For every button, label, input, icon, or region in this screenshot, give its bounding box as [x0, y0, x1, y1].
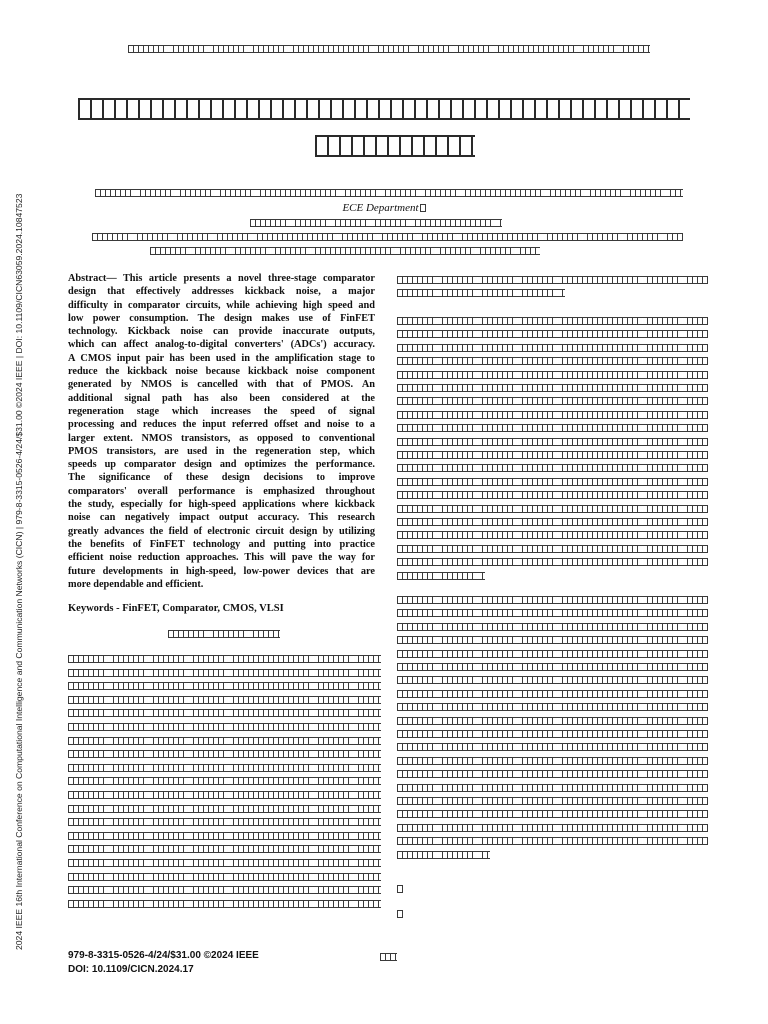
garbled-text-line: [397, 676, 708, 684]
garbled-text-line: [397, 491, 708, 499]
garbled-text-line: [68, 696, 381, 704]
garbled-text-line: [68, 709, 381, 717]
garbled-text-line: [95, 189, 683, 197]
garbled-text-line: [250, 219, 502, 227]
garbled-text-line: [397, 384, 708, 392]
garbled-text-line: [68, 750, 381, 758]
garbled-text-line: [397, 784, 708, 792]
abstract-line: which can affect analog-to-digital converters' (ADCs') accuracy.: [68, 339, 375, 351]
abstract-line: efficient noise reduction approaches. This will pave the way for: [68, 552, 375, 564]
garbled-text-line: [68, 900, 381, 908]
garbled-text-line: [68, 818, 381, 826]
affiliation-department: ECE Department: [342, 202, 419, 214]
footer-doi: DOI: 10.1109/CICN.2024.17: [68, 964, 194, 975]
garbled-text-line: [315, 135, 475, 157]
garbled-text-line: [397, 797, 708, 805]
garbled-text-line: [397, 743, 708, 751]
side-banner: 2024 IEEE 16th International Conference on Computational Intelligence and Communication Networks (CICN) | 979-8-3315-0526-4/24/$31.00 ©2024 IEEE | DOI: 10.1109/CICN63059.2024.10847523: [14, 193, 24, 950]
garbled-text-line: [397, 289, 565, 297]
garbled-text-line: [397, 545, 708, 553]
garbled-text-line: [397, 558, 708, 566]
garbled-text-line: [397, 609, 708, 617]
abstract-line: processing and reduces the input referred offset and noise to a: [68, 419, 375, 431]
abstract-line: speeds up comparator design and optimizes the performance.: [68, 459, 375, 471]
abstract-line: more dependable and efficient.: [68, 578, 204, 590]
garbled-text-line: [68, 777, 381, 785]
abstract-line: greatly advances the field of electronic circuit design by utilizing: [68, 525, 375, 537]
garbled-text-line: [397, 276, 708, 284]
garbled-text-line: [68, 886, 381, 894]
garbled-text-line: [397, 438, 708, 446]
abstract-line: noise can negatively impact output accuracy. This research: [68, 512, 375, 524]
abstract-line: additional signal path has also been considered at the: [68, 392, 375, 404]
abstract-line: the benefits of FinFET technology and putting into practice: [68, 538, 375, 550]
keywords: Keywords - FinFET, Comparator, CMOS, VLSI: [68, 603, 284, 614]
garbled-text-line: [78, 98, 690, 120]
garbled-text-line: [397, 397, 708, 405]
garbled-text-line: [397, 424, 708, 432]
garbled-text-line: [397, 451, 708, 459]
garbled-text-line: [397, 650, 708, 658]
abstract-line: generated by NMOS is cancelled with that of PMOS. An: [68, 379, 375, 391]
garbled-text-line: [397, 636, 708, 644]
garbled-text-line: [397, 703, 708, 711]
abstract-line: design that effectively addresses kickback noise, a major: [68, 286, 375, 298]
garbled-text-line: [397, 317, 708, 325]
garbled-text-line: [397, 690, 708, 698]
garbled-text-line: [397, 572, 485, 580]
garbled-text-line: [397, 730, 708, 738]
garbled-text-line: [397, 531, 708, 539]
garbled-text-line: [68, 845, 381, 853]
garbled-text-line: [397, 663, 708, 671]
garbled-text-line: [397, 464, 708, 472]
garbled-text-line: [68, 859, 381, 867]
garbled-text-line: [397, 824, 708, 832]
garbled-text-line: [168, 630, 280, 638]
abstract-line: low power consumption. The design makes use of FinFET: [68, 312, 375, 324]
garbled-text-line: [397, 837, 708, 845]
garbled-text-line: [397, 885, 403, 893]
abstract-line: the study, especially for high-speed applications where kickback: [68, 499, 375, 511]
garbled-text-line: [68, 791, 381, 799]
garbled-text-line: [397, 623, 708, 631]
garbled-text-line: [397, 810, 708, 818]
abstract-line: The significance of these design decisions to improve: [68, 472, 375, 484]
garbled-text-line: [128, 45, 650, 53]
garbled-text-line: [397, 411, 708, 419]
abstract-line: reduce the kickback noise because kickback noise component: [68, 366, 375, 378]
garbled-text-line: [397, 596, 708, 604]
footer-isbn: 979-8-3315-0526-4/24/$31.00 ©2024 IEEE: [68, 950, 259, 961]
abstract-line: larger extent. NMOS transistors, as opposed to conventional: [68, 432, 375, 444]
affiliation: [0, 202, 768, 215]
garbled-text-line: [397, 757, 708, 765]
footer: [68, 949, 259, 977]
abstract-line: Abstract— This article presents a novel three-stage comparator: [68, 273, 375, 284]
abstract-line: A CMOS input pair has been used in the amplification stage to: [68, 352, 375, 364]
garbled-text-line: [397, 910, 403, 918]
garbled-text-line: [68, 737, 381, 745]
abstract-line: difficulty in comparator circuits, while achieving high speed and: [68, 299, 375, 311]
garbled-text-line: [397, 770, 708, 778]
garbled-glyph: [420, 204, 426, 212]
garbled-text-line: [397, 478, 708, 486]
abstract-line: technology. Kickback noise can provide inaccurate outputs,: [68, 326, 375, 338]
garbled-text-line: [397, 505, 708, 513]
garbled-text-line: [397, 371, 708, 379]
abstract-line: future developments in high-speed, low-power devices that are: [68, 565, 375, 577]
garbled-text-line: [68, 669, 381, 677]
garbled-text-line: [397, 357, 708, 365]
garbled-text-line: [150, 247, 540, 255]
garbled-text-line: [68, 873, 381, 881]
garbled-text-line: [68, 682, 381, 690]
garbled-text-line: [68, 655, 381, 663]
garbled-text-line: [68, 832, 381, 840]
garbled-text-line: [380, 953, 397, 961]
garbled-text-line: [397, 330, 708, 338]
abstract-line: PMOS transistors, are used in the regeneration step, which: [68, 445, 375, 457]
abstract-line: regeneration stage which increases the speed of signal: [68, 405, 375, 417]
garbled-text-line: [68, 764, 381, 772]
garbled-text-line: [397, 717, 708, 725]
garbled-text-line: [397, 344, 708, 352]
garbled-text-line: [68, 723, 381, 731]
garbled-text-line: [68, 805, 381, 813]
abstract-line: comparators' overall performance is emphasized throughout: [68, 485, 375, 497]
abstract: [68, 272, 375, 591]
garbled-text-line: [92, 233, 683, 241]
garbled-text-line: [397, 851, 490, 859]
garbled-text-line: [397, 518, 708, 526]
